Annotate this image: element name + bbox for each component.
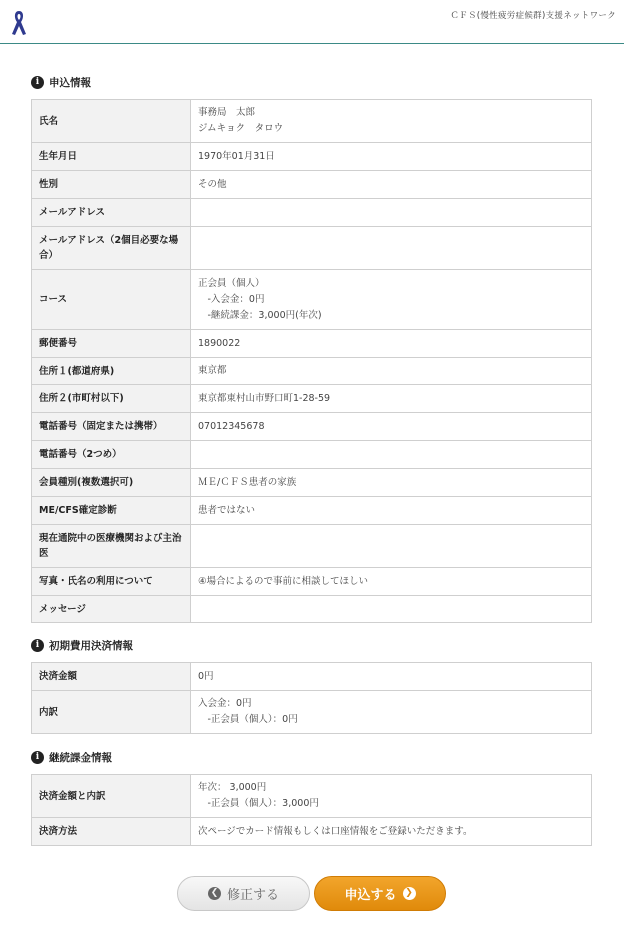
row-label: 現在通院中の医療機関および主治医 bbox=[32, 525, 191, 568]
row-value: 1970年01月31日 bbox=[191, 143, 592, 171]
application-table bbox=[31, 99, 592, 623]
row-label: メッセージ bbox=[32, 596, 191, 623]
header bbox=[0, 0, 624, 44]
row-label: 氏名 bbox=[32, 100, 191, 143]
table-row bbox=[32, 413, 592, 441]
arrow-right-circle-icon: ❯ bbox=[403, 887, 416, 900]
table-row bbox=[32, 497, 592, 525]
table-row bbox=[32, 199, 592, 227]
row-value bbox=[191, 525, 592, 568]
recurring-payment-section bbox=[31, 747, 592, 846]
section-title-text: 継続課金情報 bbox=[49, 751, 112, 764]
table-row bbox=[32, 568, 592, 596]
info-circle-icon: i bbox=[31, 639, 44, 652]
table-row bbox=[32, 358, 592, 385]
row-value bbox=[191, 441, 592, 469]
row-label: 決済方法 bbox=[32, 818, 191, 846]
row-value: その他 bbox=[191, 171, 592, 199]
table-row bbox=[32, 441, 592, 469]
row-label: 住所２(市町村以下) bbox=[32, 385, 191, 413]
table-row bbox=[32, 775, 592, 818]
row-value: ④場合によるので事前に相談してほしい bbox=[191, 568, 592, 596]
application-section bbox=[31, 72, 592, 623]
row-value bbox=[191, 227, 592, 270]
back-button[interactable] bbox=[177, 876, 310, 911]
section-title bbox=[31, 635, 592, 655]
org-name: ＣＦＳ(慢性疲労症候群)支援ネットワーク bbox=[450, 11, 616, 21]
back-button-label: 修正する bbox=[226, 888, 279, 903]
row-value: 東京都 bbox=[191, 358, 592, 385]
ribbon-icon bbox=[10, 9, 28, 37]
row-value: 1890022 bbox=[191, 330, 592, 358]
row-value: 07012345678 bbox=[191, 413, 592, 441]
row-label: 電話番号（2つめ） bbox=[32, 441, 191, 469]
row-value bbox=[191, 596, 592, 623]
section-title-text: 初期費用決済情報 bbox=[49, 639, 133, 652]
table-row bbox=[32, 385, 592, 413]
row-label: 住所１(都道府県) bbox=[32, 358, 191, 385]
row-value: 0円 bbox=[191, 663, 592, 691]
row-value: 入会金：0円 -正会員（個人）：0円 bbox=[191, 691, 592, 734]
row-label: 会員種別(複数選択可) bbox=[32, 469, 191, 497]
row-value: 正会員（個人） -入会金：0円 -継続課金：3,000円(年次) bbox=[191, 270, 592, 330]
row-label: 決済金額 bbox=[32, 663, 191, 691]
row-value: 患者ではない bbox=[191, 497, 592, 525]
table-row bbox=[32, 469, 592, 497]
table-row bbox=[32, 100, 592, 143]
section-title-text: 申込情報 bbox=[49, 76, 91, 89]
row-label: 決済金額と内訳 bbox=[32, 775, 191, 818]
section-title bbox=[31, 747, 592, 767]
row-label: 生年月日 bbox=[32, 143, 191, 171]
table-row bbox=[32, 270, 592, 330]
table-row bbox=[32, 330, 592, 358]
row-label: メールアドレス（2個目必要な場合） bbox=[32, 227, 191, 270]
table-row bbox=[32, 596, 592, 623]
row-label: 郵便番号 bbox=[32, 330, 191, 358]
row-value: 東京都東村山市野口町1-28-59 bbox=[191, 385, 592, 413]
info-circle-icon: i bbox=[31, 76, 44, 89]
initial-payment-section bbox=[31, 635, 592, 734]
table-row bbox=[32, 663, 592, 691]
table-row bbox=[32, 691, 592, 734]
row-value: 事務局 太郎 ジムキョク タロウ bbox=[191, 100, 592, 143]
row-label: 電話番号（固定または携帯） bbox=[32, 413, 191, 441]
row-label: メールアドレス bbox=[32, 199, 191, 227]
row-label: ME/CFS確定診断 bbox=[32, 497, 191, 525]
section-title bbox=[31, 72, 592, 92]
table-row bbox=[32, 171, 592, 199]
row-label: コース bbox=[32, 270, 191, 330]
table-row bbox=[32, 143, 592, 171]
submit-button-label: 申込する bbox=[344, 888, 397, 903]
row-value: 次ページでカード情報もしくは口座情報をご登録いただきます。 bbox=[191, 818, 592, 846]
arrow-left-circle-icon: ❮ bbox=[208, 887, 221, 900]
table-row bbox=[32, 525, 592, 568]
row-value: ＭＥ/ＣＦＳ患者の家族 bbox=[191, 469, 592, 497]
initial-payment-table bbox=[31, 662, 592, 734]
recurring-payment-table bbox=[31, 774, 592, 846]
submit-button[interactable] bbox=[314, 876, 446, 911]
row-value: 年次： 3,000円 -正会員（個人）：3,000円 bbox=[191, 775, 592, 818]
row-value bbox=[191, 199, 592, 227]
row-label: 写真・氏名の利用について bbox=[32, 568, 191, 596]
table-row bbox=[32, 818, 592, 846]
row-label: 内訳 bbox=[32, 691, 191, 734]
table-row bbox=[32, 227, 592, 270]
row-label: 性別 bbox=[32, 171, 191, 199]
info-circle-icon: i bbox=[31, 751, 44, 764]
